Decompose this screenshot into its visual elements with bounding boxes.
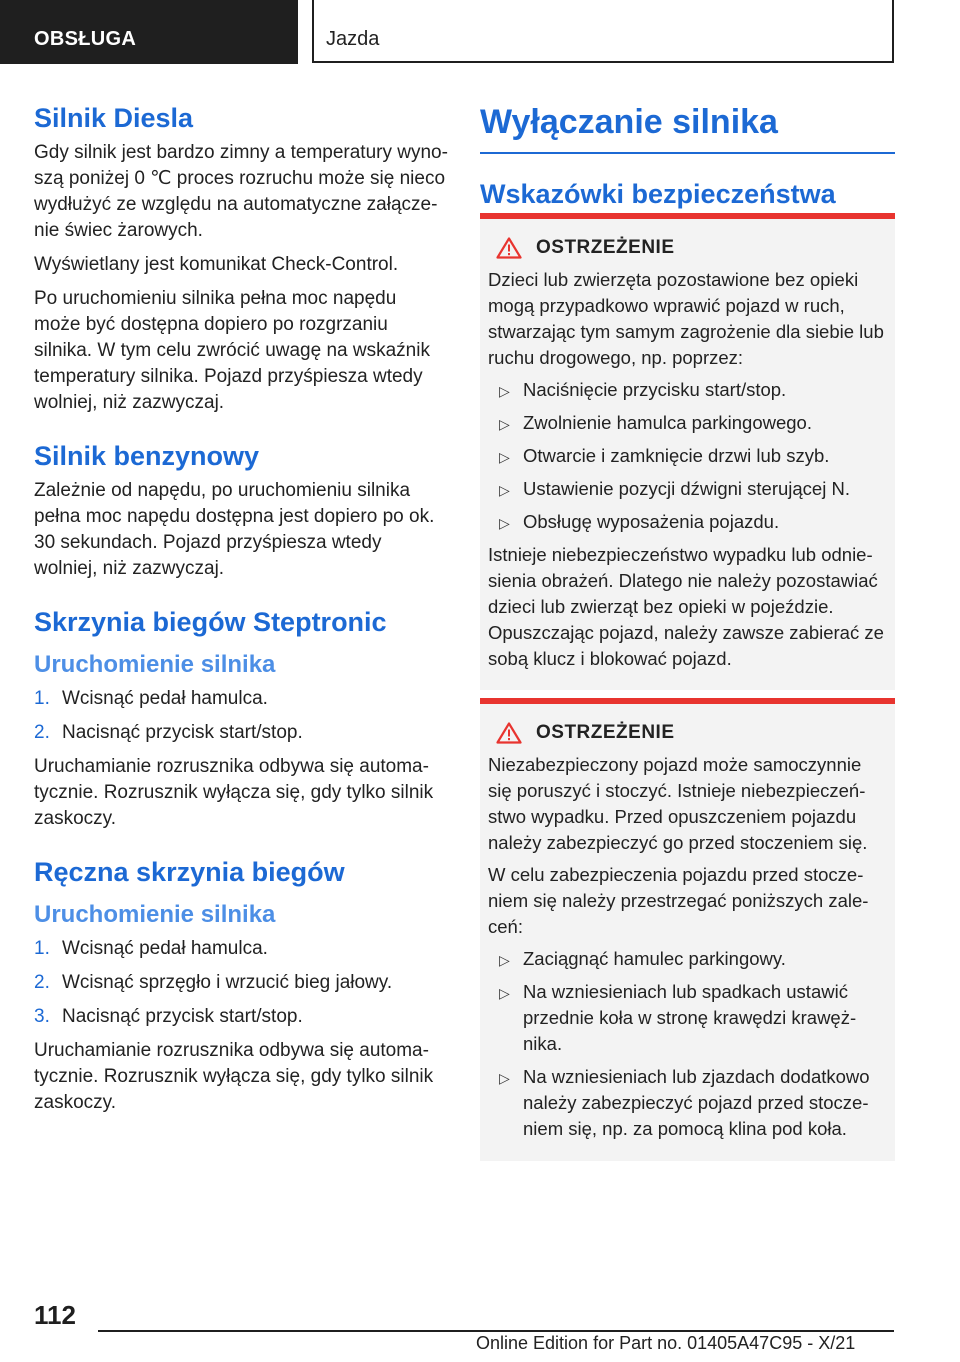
warning-text: Dzieci lub zwierzęta pozostawione bez opieki mogą przypadkowo wprawić pojazd w ruch, stwarzając tym samym zagrożenie dla siebie lub ruchu drogowego, np. poprzez: <box>488 269 884 368</box>
page-number: 112 <box>34 1300 76 1330</box>
warning-triangle-icon <box>496 722 522 744</box>
section-diesel <box>34 100 448 416</box>
step-text: Wcisnąć pedał hamulca. <box>62 688 268 709</box>
list-item <box>34 970 448 996</box>
warning-text: Niezabezpieczony pojazd może samoczynnie się poruszyć i stoczyć. Istnieje niebezpieczeństwo wypadku. Przed opuszczeniem pojazdu należy zabezpieczyć go przed stoczeniem się. <box>488 754 868 853</box>
list-item-text: Zwolnienie hamulca parkingowego. <box>523 412 812 433</box>
paragraph: Zależnie od napędu, po uruchomieniu silnika pełna moc napędu dostępna jest dopiero po ok. 30 sekundach. Pojazd przyśpiesza wtedy wolniej, niż zazwyczaj. <box>34 480 435 579</box>
list-item <box>488 476 887 502</box>
list-item-text: Na wzniesieniach lub zjazdach dodatkowo należy zabezpieczyć pojazd przed stoczeniem się, np. za pomocą klina pod koła. <box>523 1066 870 1139</box>
heading-steptronic: Skrzynia biegów Steptronic <box>34 607 387 637</box>
warning-triangle-icon <box>496 237 522 259</box>
list-item-text: Na wzniesieniach lub spadkach ustawić przednie koła w stronę krawędzi krawężnika. <box>523 981 857 1054</box>
step-number: 1. <box>34 938 50 959</box>
bullet-list <box>488 377 887 535</box>
heading-safety-notes: Wskazówki bezpieczeństwa <box>480 179 836 209</box>
list-item <box>34 936 448 962</box>
bullet-triangle-icon: ▷ <box>499 952 510 968</box>
list-item <box>488 946 887 972</box>
footer-edition: Online Edition for Part no. 01405A47C95 - X/21 <box>476 1333 856 1353</box>
list-item <box>488 509 887 535</box>
step-text: Wcisnąć pedał hamulca. <box>62 938 268 959</box>
paragraph: Uruchamianie rozrusznika odbywa się automatycznie. Rozrusznik wyłącza się, gdy tylko silnik zaskoczy. <box>34 1040 434 1113</box>
paragraph: Wyświetlany jest komunikat Check-Control. <box>34 254 399 275</box>
list-item <box>488 1064 887 1142</box>
left-column <box>34 100 448 1124</box>
warning-label: OSTRZEŻENIE <box>536 237 675 258</box>
warning-label: OSTRZEŻENIE <box>536 722 675 743</box>
list-item <box>488 979 887 1057</box>
bullet-triangle-icon: ▷ <box>499 1070 510 1086</box>
warning-header <box>488 722 887 744</box>
subheading-start-engine: Uruchomienie silnika <box>34 651 276 678</box>
header-chapter-tab <box>312 0 894 63</box>
step-number: 2. <box>34 722 50 743</box>
list-item-text: Ustawienie pozycji dźwigni sterującej N. <box>523 478 850 499</box>
list-item <box>488 410 887 436</box>
step-number: 1. <box>34 688 50 709</box>
step-list <box>34 936 448 1030</box>
paragraph: Po uruchomieniu silnika pełna moc napędu może być dostępna dopiero po rozgrzaniu silnika. W tym celu zwrócić uwagę na wskaźnik temperatury silnika. Pojazd przyśpiesza wtedy wolniej, niż zazwyczaj. <box>34 288 430 413</box>
step-text: Nacisnąć przycisk start/stop. <box>62 1006 303 1027</box>
list-item <box>34 686 448 712</box>
bullet-triangle-icon: ▷ <box>499 449 510 465</box>
header-section-label: OBSŁUGA <box>34 28 137 50</box>
subheading-start-engine: Uruchomienie silnika <box>34 901 276 928</box>
list-item-text: Zaciągnąć hamulec parkingowy. <box>523 948 786 969</box>
heading-engine-off: Wyłączanie silnika <box>480 100 895 154</box>
section-steptronic <box>34 604 448 832</box>
bullet-triangle-icon: ▷ <box>499 416 510 432</box>
list-item-text: Otwarcie i zamknięcie drzwi lub szyb. <box>523 445 830 466</box>
bullet-triangle-icon: ▷ <box>499 515 510 531</box>
section-manual <box>34 854 448 1116</box>
list-item <box>488 377 887 403</box>
heading-diesel: Silnik Diesla <box>34 103 194 133</box>
warning-header <box>488 237 887 259</box>
section-petrol <box>34 438 448 582</box>
list-item-text: Naciśnięcie przycisku start/stop. <box>523 379 787 400</box>
heading-petrol: Silnik benzynowy <box>34 441 260 471</box>
header-chapter-label: Jazda <box>326 28 380 50</box>
step-number: 3. <box>34 1006 50 1027</box>
bullet-list <box>488 946 887 1142</box>
footer-divider <box>98 1330 894 1332</box>
paragraph: Gdy silnik jest bardzo zimny a temperatury wynoszą poniżej 0 ℃ proces rozruchu może się nieco wydłużyć ze względu na automatyczne załączenie świec żarowych. <box>34 142 448 241</box>
step-number: 2. <box>34 972 50 993</box>
bullet-triangle-icon: ▷ <box>499 985 510 1001</box>
warning-box <box>480 213 895 690</box>
heading-manual: Ręczna skrzynia biegów <box>34 857 345 887</box>
bullet-triangle-icon: ▷ <box>499 482 510 498</box>
header-section-tab <box>0 0 298 64</box>
list-item-text: Obsługę wyposażenia pojazdu. <box>523 511 780 532</box>
warning-text: Istnieje niebezpieczeństwo wypadku lub odniesienia obrażeń. Dlatego nie należy pozostawiać dzieci lub zwierząt bez opieki w pojeździe. Opuszczając pojazd, należy zawsze zabierać ze sobą klucz i blokować pojazd. <box>488 544 884 669</box>
step-text: Wcisnąć sprzęgło i wrzucić bieg jałowy. <box>62 972 393 993</box>
step-text: Nacisnąć przycisk start/stop. <box>62 722 303 743</box>
warning-box <box>480 698 895 1161</box>
list-item <box>34 1004 448 1030</box>
right-column-header <box>480 100 895 212</box>
paragraph: Uruchamianie rozrusznika odbywa się automatycznie. Rozrusznik wyłącza się, gdy tylko silnik zaskoczy. <box>34 756 434 829</box>
list-item <box>34 720 448 746</box>
step-list <box>34 686 448 746</box>
list-item <box>488 443 887 469</box>
bullet-triangle-icon: ▷ <box>499 383 510 399</box>
warning-text: W celu zabezpieczenia pojazdu przed stoczeniem się należy przestrzegać poniższych zaleceń: <box>488 864 869 937</box>
